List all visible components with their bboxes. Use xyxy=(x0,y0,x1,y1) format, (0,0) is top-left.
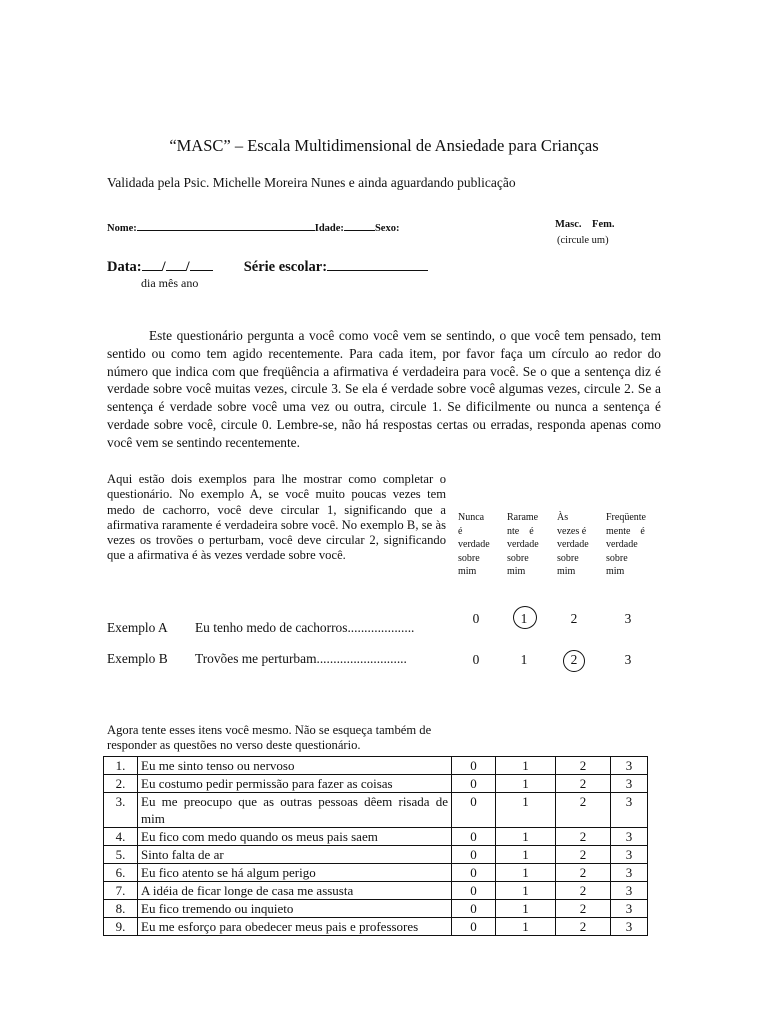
option-0[interactable]: 0 xyxy=(452,793,496,828)
column-header-line: sobre xyxy=(458,552,480,564)
table-row xyxy=(104,846,648,864)
option-3[interactable]: 3 xyxy=(611,846,648,864)
column-header-raramente xyxy=(507,511,539,579)
item-number: 3. xyxy=(104,793,138,828)
item-text: Eu me sinto tenso ou nervoso xyxy=(138,757,452,775)
option-3[interactable]: 3 xyxy=(611,864,648,882)
option-1[interactable]: 1 xyxy=(496,900,556,918)
option-2[interactable]: 2 xyxy=(556,828,611,846)
item-number: 4. xyxy=(104,828,138,846)
option-1[interactable]: 1 xyxy=(496,793,556,828)
column-header-line: Nunca xyxy=(458,512,485,523)
option-0[interactable]: 0 xyxy=(452,775,496,793)
validation-note: Validada pela Psic. Michelle Moreira Nunes e ainda aguardando publicação xyxy=(107,175,516,190)
table-row xyxy=(104,793,648,828)
option-1[interactable]: 1 xyxy=(496,882,556,900)
item-number: 6. xyxy=(104,864,138,882)
data-label: Data: xyxy=(107,259,142,275)
example-a-label: Exemplo A xyxy=(107,620,168,635)
example-b-label: Exemplo B xyxy=(107,651,168,666)
table-row xyxy=(104,900,648,918)
column-header-line: mente é xyxy=(606,525,645,537)
example-a-option-0[interactable]: 0 xyxy=(472,611,480,626)
examples-intro: Aqui estão dois exemplos para lhe mostrar como completar o questionário. No exemplo A, se você muito poucas vezes tem medo de cachorro, você deve circular 1, significando que a afirmativa raramente é verdadeira sobre você. No exemplo B, se às vezes os trovões o perturbam, você deve circular 2, significando que a afirmativa é às vezes verdade sobre você. xyxy=(107,472,446,563)
option-1[interactable]: 1 xyxy=(496,775,556,793)
column-header-line: Freqüente xyxy=(606,512,646,523)
nome-field[interactable] xyxy=(137,219,315,231)
column-header-nunca xyxy=(458,511,490,579)
option-2[interactable]: 2 xyxy=(556,757,611,775)
option-1[interactable]: 1 xyxy=(496,846,556,864)
option-0[interactable]: 0 xyxy=(452,864,496,882)
page-title: “MASC” – Escala Multidimensional de Ansiedade para Crianças xyxy=(169,136,599,155)
option-0[interactable]: 0 xyxy=(452,882,496,900)
example-b-option-3[interactable]: 3 xyxy=(624,652,632,667)
option-3[interactable]: 3 xyxy=(611,828,648,846)
item-number: 8. xyxy=(104,900,138,918)
option-2[interactable]: 2 xyxy=(556,900,611,918)
option-2[interactable]: 2 xyxy=(556,918,611,936)
idade-field[interactable] xyxy=(344,219,375,231)
item-number: 5. xyxy=(104,846,138,864)
sexo-label: Sexo: xyxy=(374,223,400,234)
column-header-line: sobre xyxy=(606,552,628,564)
example-a-option-2[interactable]: 2 xyxy=(570,611,578,626)
month-field[interactable] xyxy=(166,257,186,271)
option-3[interactable]: 3 xyxy=(611,900,648,918)
day-field[interactable] xyxy=(142,257,162,271)
example-a-option-1[interactable]: 1 xyxy=(520,611,528,626)
column-header-line: sobre xyxy=(507,552,529,564)
date-row xyxy=(107,257,428,276)
option-3[interactable]: 3 xyxy=(611,757,648,775)
column-header-line: mim xyxy=(606,566,625,578)
example-b-option-1[interactable]: 1 xyxy=(520,652,528,667)
option-0[interactable]: 0 xyxy=(452,828,496,846)
option-0[interactable]: 0 xyxy=(452,757,496,775)
table-row xyxy=(104,828,648,846)
table-row xyxy=(104,757,648,775)
column-header-line: mim xyxy=(458,566,477,578)
nome-label: Nome: xyxy=(107,223,137,234)
serie-field[interactable] xyxy=(327,257,428,271)
table-row xyxy=(104,775,648,793)
option-1[interactable]: 1 xyxy=(496,828,556,846)
column-header-line: verdade xyxy=(458,539,490,551)
item-text: Sinto falta de ar xyxy=(138,846,452,864)
year-field[interactable] xyxy=(190,257,213,271)
item-text: A idéia de ficar longe de casa me assusta xyxy=(138,882,452,900)
instructions xyxy=(107,327,661,452)
option-0[interactable]: 0 xyxy=(452,918,496,936)
column-header-line: é xyxy=(458,525,463,537)
item-number: 9. xyxy=(104,918,138,936)
date-separator: / xyxy=(161,259,166,275)
item-text: Eu me esforço para obedecer meus pais e professores xyxy=(138,918,452,936)
column-header-line: vezes é xyxy=(557,525,587,537)
column-header-line: verdade xyxy=(606,539,638,551)
date-field-hint: dia mês ano xyxy=(141,276,199,290)
option-2[interactable]: 2 xyxy=(556,793,611,828)
option-1[interactable]: 1 xyxy=(496,864,556,882)
example-a-option-3[interactable]: 3 xyxy=(624,611,632,626)
column-header-line: mim xyxy=(507,566,526,578)
option-2[interactable]: 2 xyxy=(556,846,611,864)
item-number: 1. xyxy=(104,757,138,775)
option-0[interactable]: 0 xyxy=(452,846,496,864)
item-number: 2. xyxy=(104,775,138,793)
item-number: 7. xyxy=(104,882,138,900)
table-row xyxy=(104,882,648,900)
option-2[interactable]: 2 xyxy=(556,882,611,900)
selection-circle xyxy=(513,606,537,629)
column-header-frequentemente xyxy=(606,511,646,579)
identification-row xyxy=(107,219,399,234)
circle-note: (circule um) xyxy=(557,235,609,246)
table-row xyxy=(104,918,648,936)
item-text: Eu fico atento se há algum perigo xyxy=(138,864,452,882)
option-0[interactable]: 0 xyxy=(452,900,496,918)
item-text: Eu fico com medo quando os meus pais saem xyxy=(138,828,452,846)
option-3[interactable]: 3 xyxy=(611,882,648,900)
instructions-paragraph: Este questionário pergunta a você como você vem se sentindo, o que você tem pensado, tem sentido ou como tem agido recentemente. Para cada item, por favor faça um círculo ao redor do número que indica com que freqüência a afirmativa é verdadeira para você. Se o que a sentença diz é verdade sobre você muitas vezes, circule 3. Se ela é verdade sobre você algumas vezes, circule 2. Se a sentença é verdade sobre você uma vez ou outra, circule 1. Se dificilmente ou nunca a sentença é verdade sobre você, circule 0. Lembre-se, não há respostas certas ou erradas, responda apenas como você vem se sentindo recentemente. xyxy=(107,328,661,450)
column-header-as-vezes xyxy=(557,511,589,579)
table-row xyxy=(104,864,648,882)
option-1[interactable]: 1 xyxy=(496,918,556,936)
example-b-option-2[interactable]: 2 xyxy=(570,652,578,667)
item-text: Eu fico tremendo ou inquieto xyxy=(138,900,452,918)
column-header-line: sobre xyxy=(557,552,579,564)
column-header-line: Rarame xyxy=(507,512,539,523)
option-3[interactable]: 3 xyxy=(611,775,648,793)
example-a-text: Eu tenho medo de cachorros.................... xyxy=(195,620,415,635)
option-3[interactable]: 3 xyxy=(611,918,648,936)
idade-label: Idade: xyxy=(314,223,344,234)
option-2[interactable]: 2 xyxy=(556,864,611,882)
sex-options[interactable]: Masc. Fem. xyxy=(555,219,615,230)
option-2[interactable]: 2 xyxy=(556,775,611,793)
selection-circle xyxy=(563,650,585,672)
column-header-line: verdade xyxy=(507,539,539,551)
questionnaire-table xyxy=(103,756,648,936)
example-b-text: Trovões me perturbam........................... xyxy=(195,651,407,666)
try-instructions: Agora tente esses itens você mesmo. Não se esqueça também de responder as questões no verso deste questionário. xyxy=(107,723,432,753)
example-b-option-0[interactable]: 0 xyxy=(472,652,480,667)
column-header-line: mim xyxy=(557,566,576,578)
date-separator: / xyxy=(185,259,190,275)
option-1[interactable]: 1 xyxy=(496,757,556,775)
serie-label: Série escolar: xyxy=(243,259,328,275)
item-text: Eu costumo pedir permissão para fazer as coisas xyxy=(138,775,452,793)
column-header-line: nte é xyxy=(507,525,534,537)
column-header-line: verdade xyxy=(557,539,589,551)
option-3[interactable]: 3 xyxy=(611,793,648,828)
item-text: Eu me preocupo que as outras pessoas dêem risada de mim xyxy=(138,793,452,828)
column-header-line: Às xyxy=(557,512,569,523)
